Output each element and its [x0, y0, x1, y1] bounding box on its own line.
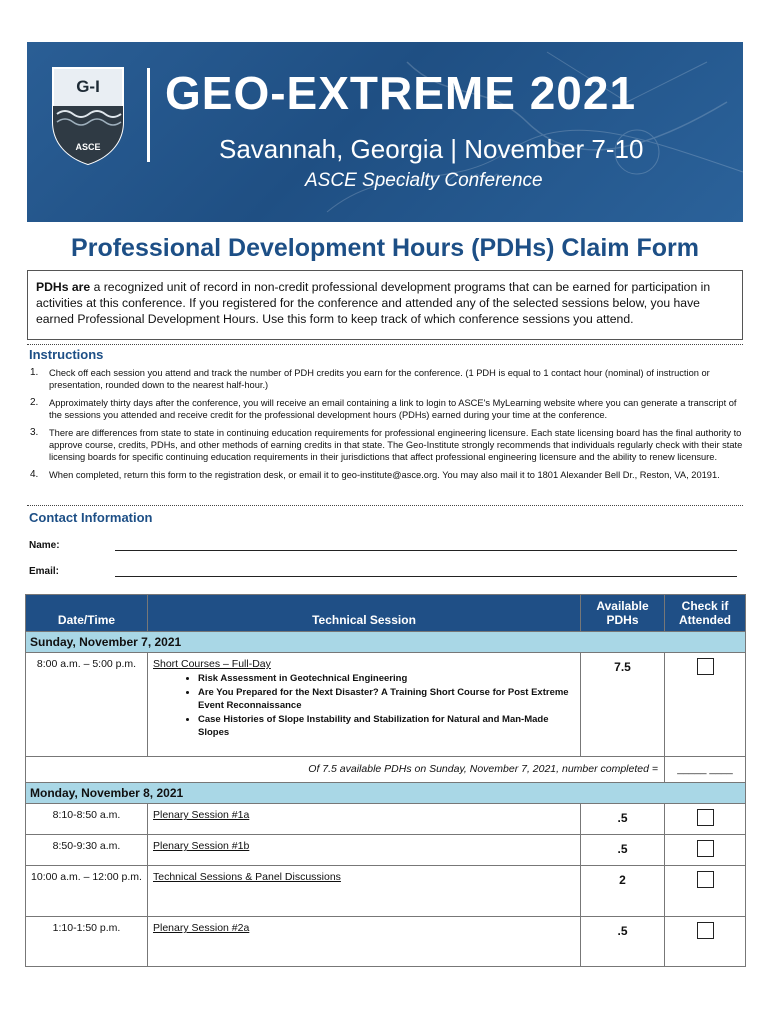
session-cell: [148, 835, 581, 866]
email-field[interactable]: [115, 576, 737, 577]
summary-row: [26, 757, 746, 783]
intro-text: a recognized unit of record in non-credit professional development programs that can be earned for participation in activities at this conference. If you registered for the conference and attended any of the selected sessions below, you have earned Professional Development Hours. Use this form to keep track of which conference sessions you attend.: [36, 280, 711, 326]
instruction-item: 1. Check off each session you attend and track the number of PDH credits you earn for the conference. (1 PDH is equal to 1 contact hour (nominal) of instruction or presentation, rounded down to the nearest half-hour.): [30, 367, 710, 390]
conference-location-dates: Savannah, Georgia | November 7-10: [219, 134, 644, 164]
summary-text: Of 7.5 available PDHs on Sunday, November 7, 2021, number completed =: [26, 757, 665, 783]
pdh-value: .5: [581, 835, 665, 866]
attended-checkbox[interactable]: [697, 658, 714, 675]
day-label: Monday, November 8, 2021: [26, 783, 746, 804]
pdh-value: 7.5: [581, 653, 665, 757]
gi-asce-logo: [49, 64, 127, 166]
session-name: Plenary Session #1b: [153, 840, 250, 852]
list-item: • Case Histories of Slope Instability and Stabilization for Natural and Man-Made Slopes: [198, 713, 575, 740]
attended-checkbox[interactable]: [697, 840, 714, 857]
list-item: • Risk Assessment in Geotechnical Engineering: [198, 672, 575, 686]
name-label: Name:: [29, 540, 60, 551]
short-course-list: [153, 672, 575, 740]
contact-heading: Contact Information: [29, 510, 153, 525]
check-cell: [665, 804, 746, 835]
instruction-item: 4. When completed, return this form to the registration desk, or email it to geo-institute@asce.org. You may also mail it to 1801 Alexander Bell Dr., Reston, VA, 20191.: [30, 469, 720, 480]
intro-box: [27, 270, 743, 340]
svg-text:G-I: G-I: [76, 77, 100, 96]
session-name: Technical Sessions & Panel Discussions: [153, 871, 341, 883]
list-item: • Are You Prepared for the Next Disaster? A Training Short Course for Post Extreme Event Reconnaissance: [198, 686, 575, 713]
session-time: 10:00 a.m. – 12:00 p.m.: [26, 866, 148, 917]
attended-checkbox[interactable]: [697, 922, 714, 939]
session-name: Short Courses – Full-Day: [153, 658, 271, 670]
summary-blank[interactable]: _____ ____: [665, 757, 746, 783]
conference-banner: [27, 42, 743, 222]
session-cell: [148, 653, 581, 757]
instruction-item: 3. There are differences from state to state in continuing education requirements for professional engineering licensure. Each state licensing board has the final authority to approve course, credits, PDHs, and other methods of earning credits in that state. The Geo-Institute strongly recommends that individuals regularly check with their state licensing boards for specific continuing education requirements in their jurisdictions that affect professional engineering licensure and the ability to renew licensure.: [30, 427, 743, 462]
check-cell: [665, 653, 746, 757]
table-header-row: [26, 595, 746, 632]
session-cell: [148, 917, 581, 967]
conference-tagline: ASCE Specialty Conference: [305, 170, 543, 191]
instructions-section: [27, 344, 743, 506]
day-row: [26, 783, 746, 804]
attended-checkbox[interactable]: [697, 871, 714, 888]
table-row: [26, 804, 746, 835]
session-cell: [148, 866, 581, 917]
pdh-value: 2: [581, 866, 665, 917]
pdh-value: .5: [581, 804, 665, 835]
conference-title: GEO-EXTREME 2021: [165, 67, 637, 119]
session-table: [25, 594, 746, 967]
table-row: [26, 917, 746, 967]
session-time: 8:50-9:30 a.m.: [26, 835, 148, 866]
header-date: Date/Time: [26, 595, 148, 632]
check-cell: [665, 866, 746, 917]
name-field[interactable]: [115, 550, 737, 551]
intro-lead: PDHs are: [36, 280, 91, 294]
session-time: 1:10-1:50 p.m.: [26, 917, 148, 967]
session-time: 8:00 a.m. – 5:00 p.m.: [26, 653, 148, 757]
session-name: Plenary Session #2a: [153, 922, 250, 934]
instruction-item: 2. Approximately thirty days after the conference, you will receive an email containing a link to login to ASCE's MyLearning website where you can generate a transcript of the sessions you attended and receive credit for the professional development hours (PDHs) earned during your time at the conference.: [30, 397, 737, 420]
form-title: Professional Development Hours (PDHs) Claim Form: [71, 234, 699, 262]
pdh-value: .5: [581, 917, 665, 967]
check-cell: [665, 835, 746, 866]
attended-checkbox[interactable]: [697, 809, 714, 826]
session-name: Plenary Session #1a: [153, 809, 250, 821]
header-check: Check if Attended: [665, 595, 746, 632]
table-row: [26, 653, 746, 757]
session-cell: [148, 804, 581, 835]
header-pdhs: Available PDHs: [581, 595, 665, 632]
instructions-list: [27, 367, 743, 487]
email-label: Email:: [29, 566, 60, 577]
svg-text:ASCE: ASCE: [75, 142, 101, 152]
table-row: [26, 835, 746, 866]
day-row: [26, 632, 746, 653]
header-session: Technical Session: [148, 595, 581, 632]
session-time: 8:10-8:50 a.m.: [26, 804, 148, 835]
table-row: [26, 866, 746, 917]
check-cell: [665, 917, 746, 967]
day-label: Sunday, November 7, 2021: [26, 632, 746, 653]
banner-divider: [147, 68, 150, 162]
instructions-heading: Instructions: [29, 347, 104, 362]
